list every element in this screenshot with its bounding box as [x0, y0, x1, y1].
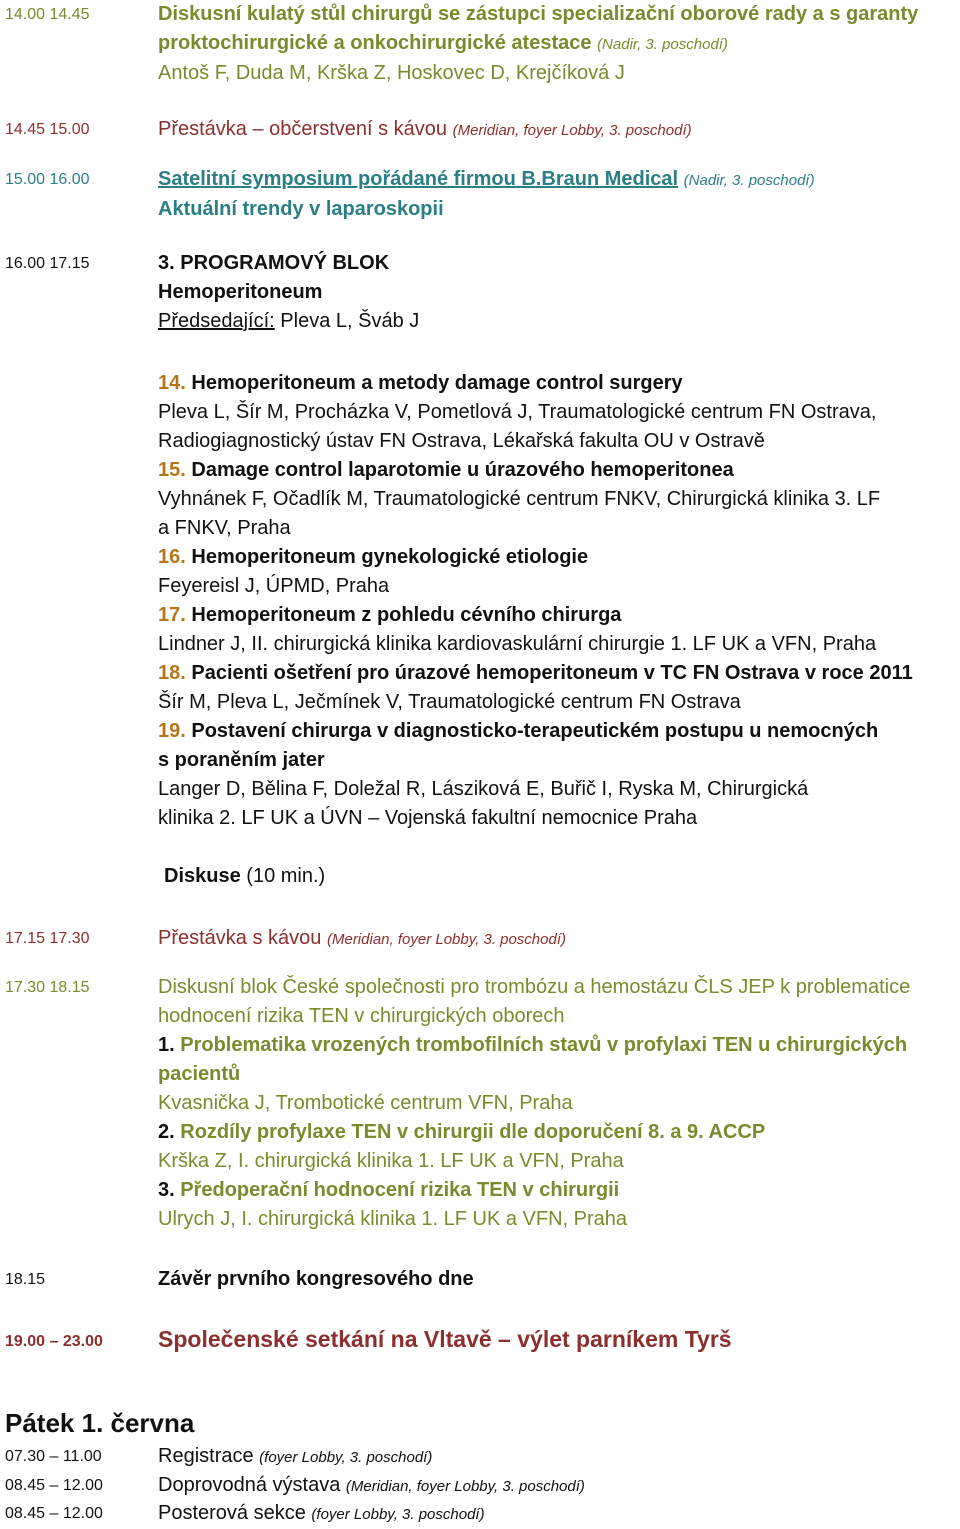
item-title: Postavení chirurga v diagnosticko-terapeutickém postupu u nemocných: [191, 720, 879, 742]
session-title: Přestávka – občerstvení s kávou: [158, 118, 448, 140]
session-time: 14.45 15.00: [5, 121, 90, 138]
block-topic: Hemoperitoneum: [158, 281, 323, 303]
session-time: 17.30 18.15: [5, 979, 90, 996]
session-title: Satelitní symposium pořádané firmou B.Braun Medical: [158, 168, 679, 190]
item-number: 19.: [158, 720, 186, 742]
item-title-cont: s poraněním jater: [158, 749, 325, 771]
discussion-duration: (10 min.): [246, 865, 326, 887]
session-title: Posterová sekce: [158, 1502, 306, 1524]
item-number: 14.: [158, 372, 186, 394]
session-title: Přestávka s kávou: [158, 927, 322, 949]
session-title: Diskusní kulatý stůl chirurgů se zástupci specializační oborové rady a s garanty: [158, 3, 919, 25]
discussion-note: [164, 865, 325, 888]
item-number: 15.: [158, 459, 186, 481]
session-title-cont: hodnocení rizika TEN v chirurgických oborech: [158, 1005, 565, 1027]
item-authors: a FNKV, Praha: [158, 517, 291, 539]
session-location: (Nadir, 3. poschodí): [597, 36, 728, 53]
item-title: Hemoperitoneum a metody damage control surgery: [191, 372, 683, 394]
session-location: (foyer Lobby, 3. poschodí): [311, 1506, 485, 1523]
item-authors: Kvasnička J, Trombotické centrum VFN, Praha: [158, 1092, 573, 1114]
item-authors: Krška Z, I. chirurgická klinika 1. LF UK a VFN, Praha: [158, 1150, 624, 1172]
session-location: (Meridian, foyer Lobby, 3. poschodí): [345, 1478, 585, 1495]
discussion-label: Diskuse: [164, 865, 241, 887]
session-title: Doprovodná výstava: [158, 1474, 341, 1496]
session-time: 08.45 – 12.00: [5, 1477, 103, 1494]
block-title: 3. PROGRAMOVÝ BLOK: [158, 252, 390, 274]
session-time: 16.00 17.15: [5, 255, 90, 272]
item-authors: Lindner J, II. chirurgická klinika kardiovaskulární chirurgie 1. LF UK a VFN, Praha: [158, 633, 877, 655]
item-authors: Pleva L, Šír M, Procházka V, Pometlová J, Traumatologické centrum FN Ostrava,: [158, 401, 877, 423]
item-title: Damage control laparotomie u úrazového hemoperitonea: [191, 459, 734, 481]
chairs: Pleva L, Šváb J: [280, 310, 420, 332]
session-time: 19.00 – 23.00: [5, 1333, 103, 1350]
item-authors: Langer D, Bělina F, Doležal R, Lásziková E, Buřič I, Ryska M, Chirurgická: [158, 778, 809, 800]
item-number: 3.: [158, 1179, 175, 1201]
session-title: Registrace: [158, 1445, 254, 1467]
session-title-cont: proktochirurgické a onkochirurgické atestace: [158, 32, 592, 54]
session-people: Antoš F, Duda M, Krška Z, Hoskovec D, Krejčíková J: [158, 62, 625, 84]
item-authors: Vyhnánek F, Očadlík M, Traumatologické centrum FNKV, Chirurgická klinika 3. LF: [158, 488, 881, 510]
item-authors: Radiogiagnostický ústav FN Ostrava, Lékařská fakulta OU v Ostravě: [158, 430, 765, 452]
session-location: (Meridian, foyer Lobby, 3. poschodí): [452, 122, 692, 139]
item-authors: Šír M, Pleva L, Ječmínek V, Traumatologické centrum FN Ostrava: [158, 691, 741, 713]
item-title: Problematika vrozených trombofilních stavů v profylaxi TEN u chirurgických: [180, 1034, 908, 1056]
session-time: 08.45 – 12.00: [5, 1505, 103, 1522]
session-time: 17.15 17.30: [5, 930, 90, 947]
session-subtitle: Aktuální trendy v laparoskopii: [158, 198, 444, 220]
item-title: Pacienti ošetření pro úrazové hemoperitoneum v TC FN Ostrava v roce 2011: [191, 662, 913, 684]
session-location: (Meridian, foyer Lobby, 3. poschodí): [326, 931, 566, 948]
item-number: 1.: [158, 1034, 175, 1056]
item-number: 17.: [158, 604, 186, 626]
day-heading: Pátek 1. června: [5, 1408, 195, 1438]
item-number: 18.: [158, 662, 186, 684]
session-location: (foyer Lobby, 3. poschodí): [259, 1449, 433, 1466]
session-time: 15.00 16.00: [5, 171, 90, 188]
chairs-label: Předsedající:: [158, 310, 275, 332]
item-title: Hemoperitoneum gynekologické etiologie: [191, 546, 589, 568]
item-title-cont: pacientů: [158, 1063, 241, 1085]
session-time: 18.15: [5, 1271, 46, 1288]
session-title: Diskusní blok České společnosti pro trombózu a hemostázu ČLS JEP k problematice: [158, 976, 911, 998]
session-title: Závěr prvního kongresového dne: [158, 1268, 474, 1290]
item-title: Rozdíly profylaxe TEN v chirurgii dle doporučení 8. a 9. ACCP: [180, 1121, 766, 1143]
item-authors: Feyereisl J, ÚPMD, Praha: [158, 575, 390, 597]
session-time: 07.30 – 11.00: [5, 1448, 102, 1465]
session-title: Společenské setkání na Vltavě – výlet parníkem Tyrš: [158, 1326, 732, 1352]
session-location: (Nadir, 3. poschodí): [683, 172, 815, 189]
item-number: 2.: [158, 1121, 175, 1143]
item-authors: klinika 2. LF UK a ÚVN – Vojenská fakultní nemocnice Praha: [158, 807, 698, 829]
session-time: 14.00 14.45: [5, 6, 90, 23]
item-title: Předoperační hodnocení rizika TEN v chirurgii: [180, 1179, 620, 1201]
item-authors: Ulrych J, I. chirurgická klinika 1. LF UK a VFN, Praha: [158, 1208, 628, 1230]
item-title: Hemoperitoneum z pohledu cévního chirurga: [191, 604, 622, 626]
item-number: 16.: [158, 546, 186, 568]
